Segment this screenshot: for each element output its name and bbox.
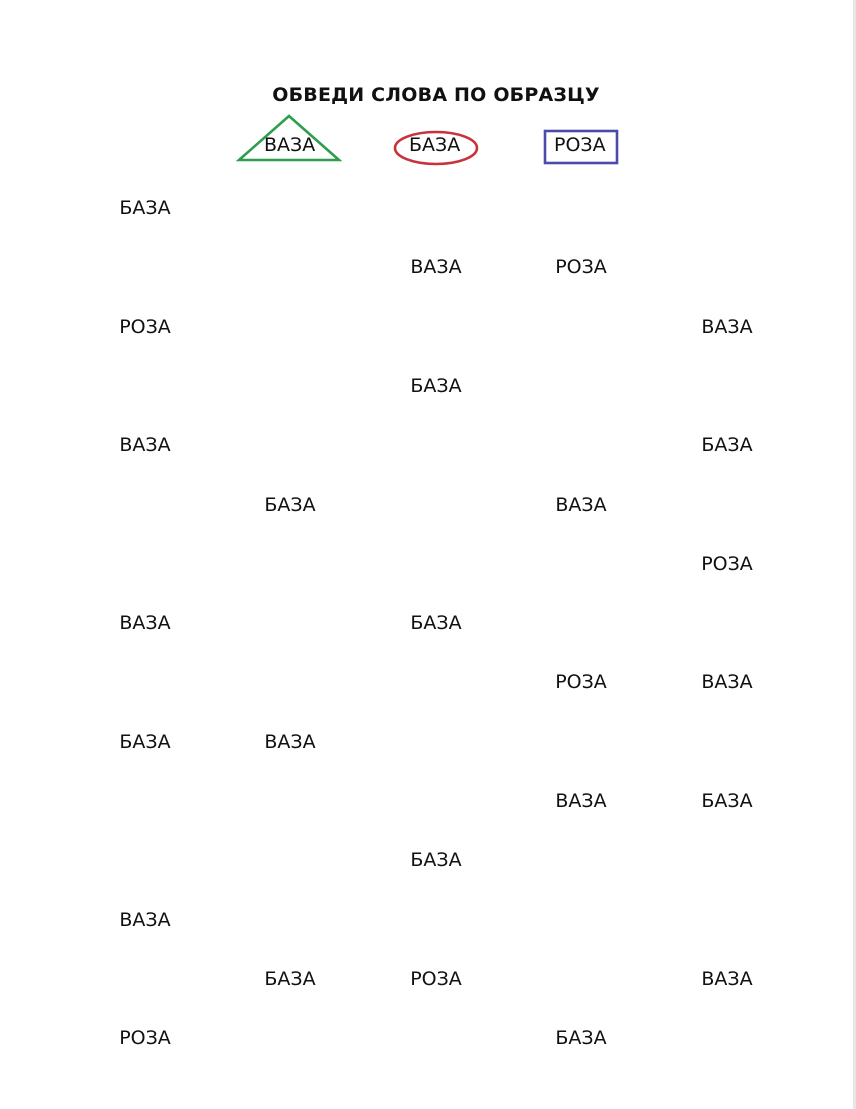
page-title: ОБВЕДИ СЛОВА ПО ОБРАЗЦУ — [272, 84, 600, 106]
word-item[interactable]: РОЗА — [555, 671, 607, 693]
word-item[interactable]: БАЗА — [264, 494, 316, 516]
word-item[interactable]: БАЗА — [264, 968, 316, 990]
word-item[interactable]: БАЗА — [701, 790, 753, 812]
sample-word: ВАЗА — [264, 134, 316, 156]
word-item[interactable]: БАЗА — [701, 434, 753, 456]
word-item[interactable]: ВАЗА — [701, 316, 753, 338]
word-item[interactable]: БАЗА — [410, 375, 462, 397]
word-item[interactable]: БАЗА — [119, 731, 171, 753]
word-item[interactable]: ВАЗА — [119, 909, 171, 931]
word-item[interactable]: РОЗА — [119, 1027, 171, 1049]
sample-word: РОЗА — [554, 134, 606, 156]
word-item[interactable]: ВАЗА — [701, 968, 753, 990]
word-item[interactable]: ВАЗА — [119, 434, 171, 456]
sample-word: БАЗА — [409, 134, 461, 156]
word-item[interactable]: ВАЗА — [264, 731, 316, 753]
word-item[interactable]: БАЗА — [119, 197, 171, 219]
word-item[interactable]: РОЗА — [555, 256, 607, 278]
word-item[interactable]: ВАЗА — [555, 494, 607, 516]
word-item[interactable]: БАЗА — [555, 1027, 607, 1049]
sample-triangle — [236, 114, 342, 162]
word-item[interactable]: ВАЗА — [410, 256, 462, 278]
word-item[interactable]: ВАЗА — [701, 671, 753, 693]
word-item[interactable]: ВАЗА — [555, 790, 607, 812]
word-item[interactable]: БАЗА — [410, 612, 462, 634]
sample-ellipse — [393, 130, 479, 166]
sample-rectangle — [543, 129, 619, 165]
word-item[interactable]: РОЗА — [701, 553, 753, 575]
word-item[interactable]: ВАЗА — [119, 612, 171, 634]
word-item[interactable]: РОЗА — [410, 968, 462, 990]
word-item[interactable]: БАЗА — [410, 849, 462, 871]
word-item[interactable]: РОЗА — [119, 316, 171, 338]
